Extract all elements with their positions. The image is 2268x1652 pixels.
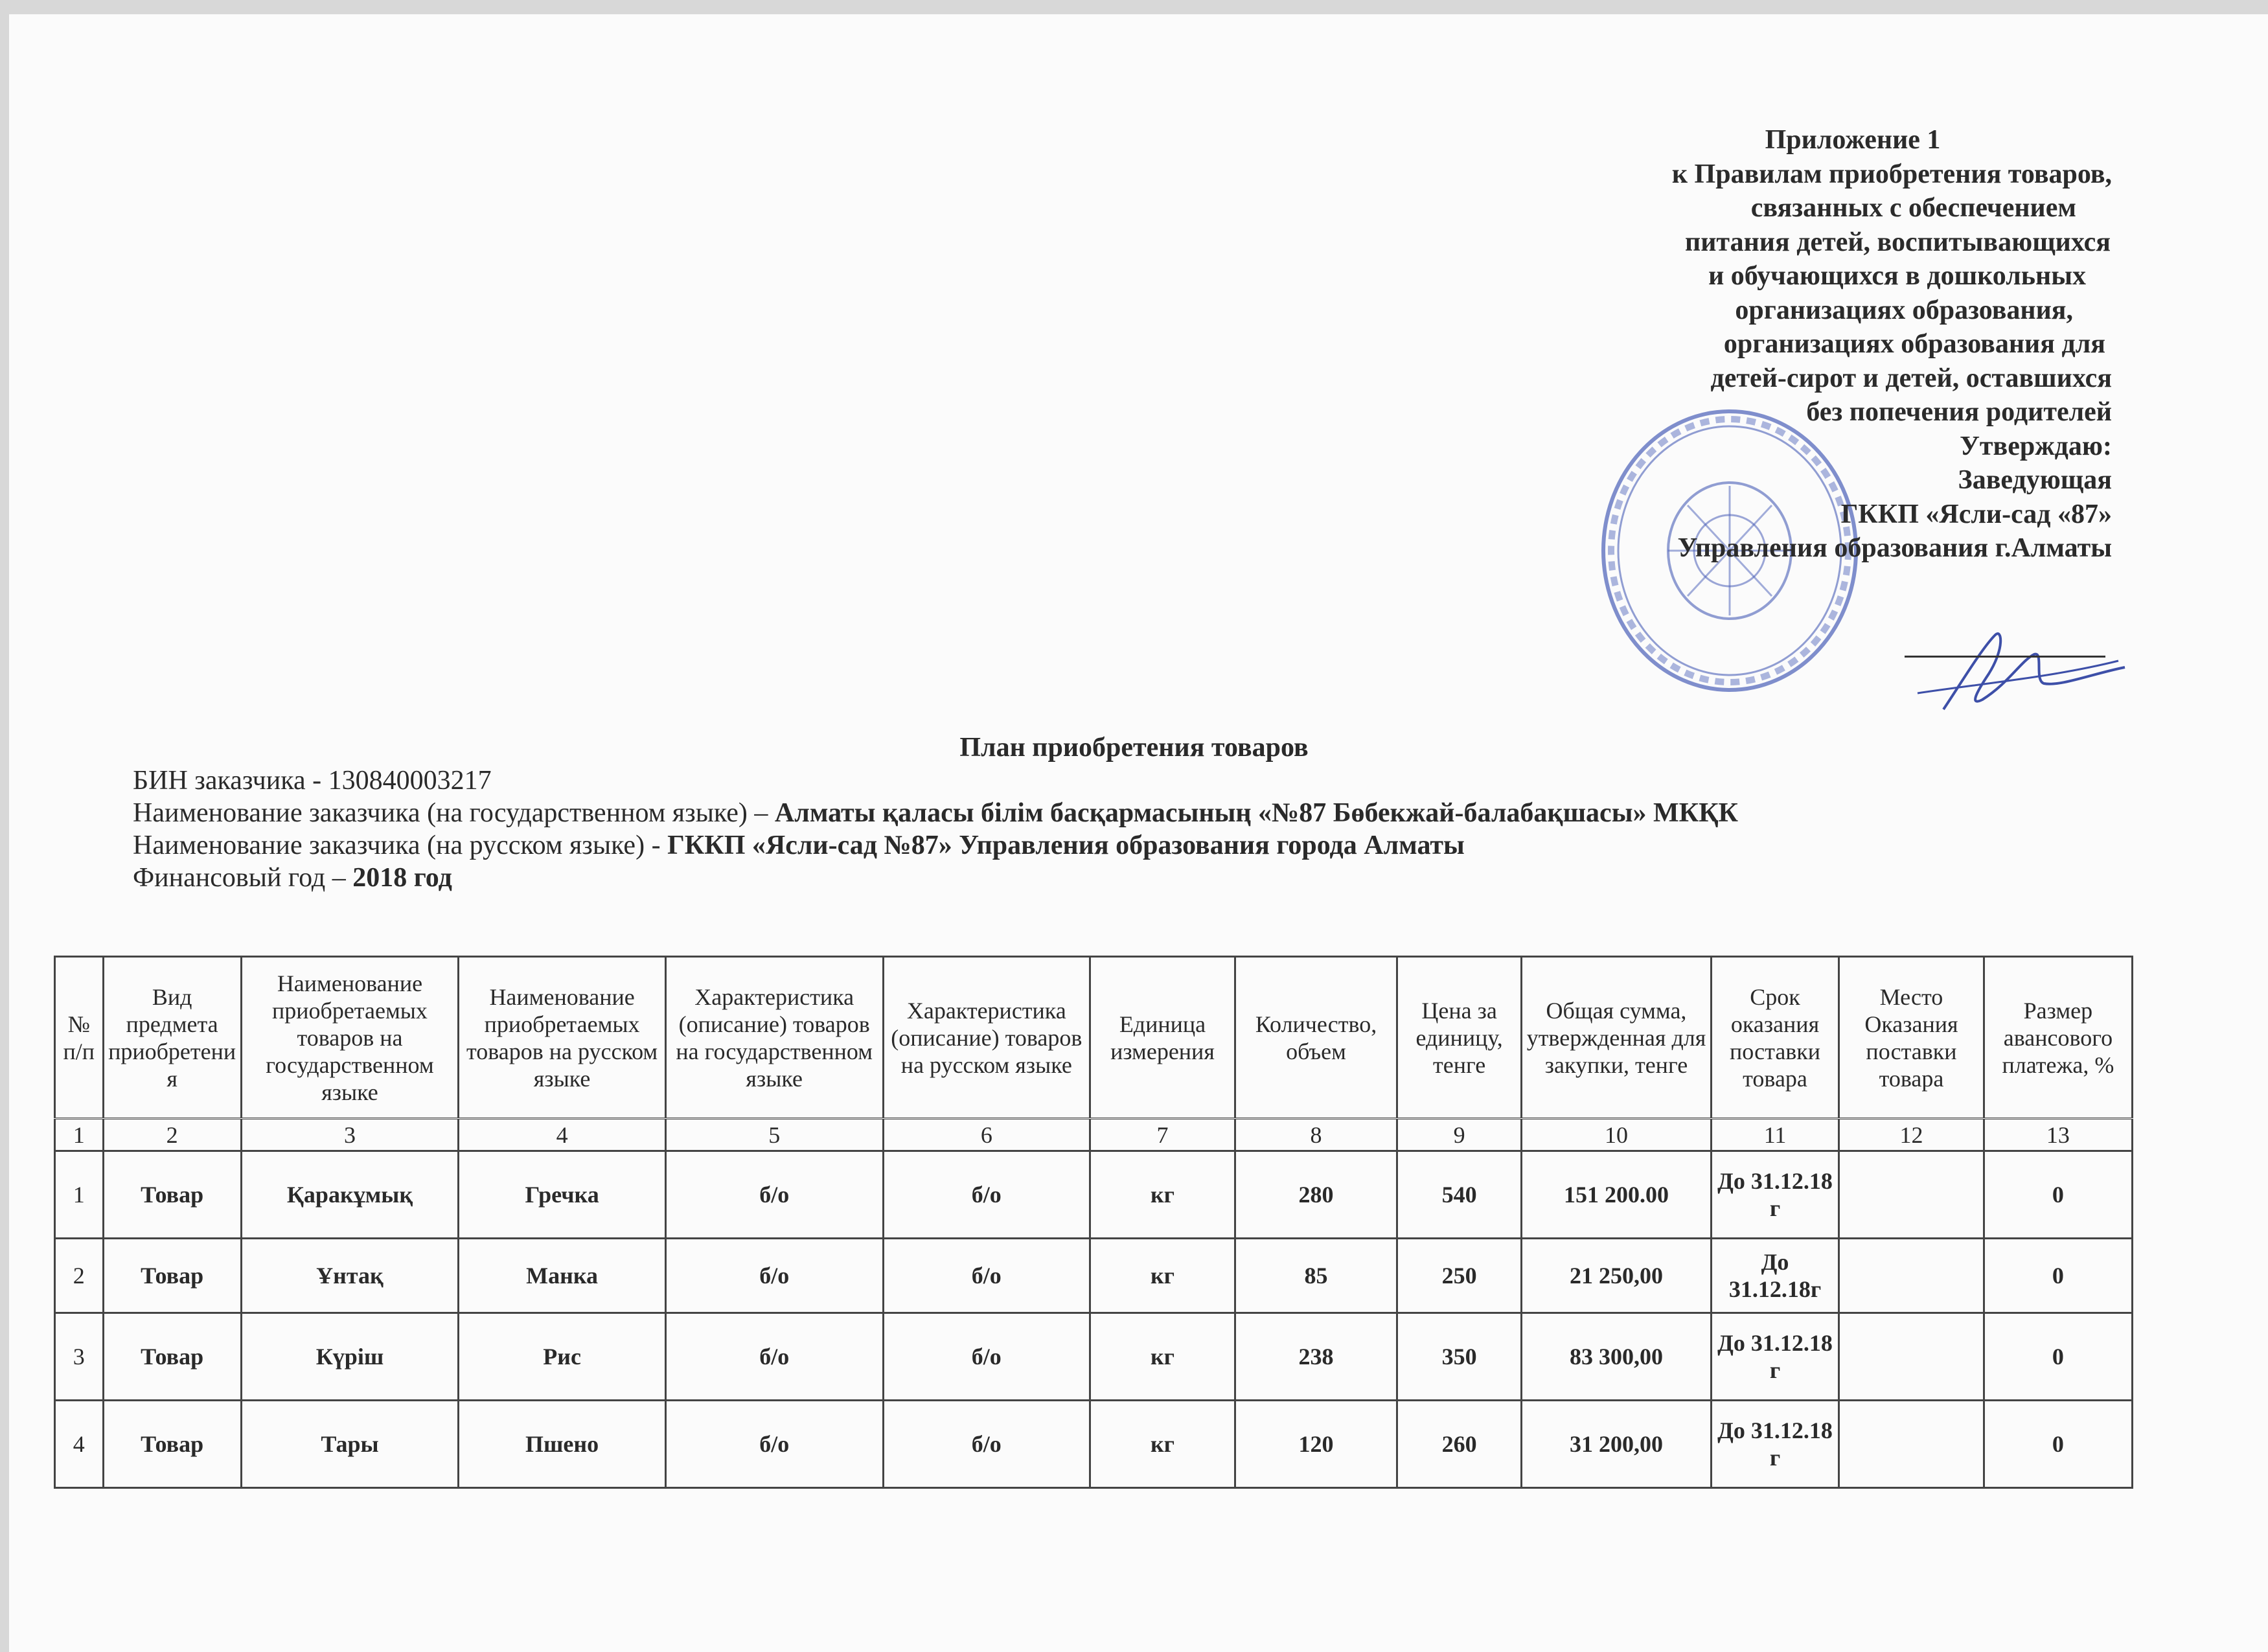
row-cell: 31 200,00 [1522, 1401, 1712, 1488]
row-cell: б/о [883, 1401, 1090, 1488]
row-cell: 350 [1397, 1313, 1522, 1401]
column-number: 10 [1522, 1119, 1712, 1151]
row-cell: 260 [1397, 1401, 1522, 1488]
row-cell: 0 [1984, 1401, 2132, 1488]
row-cell: До 31.12.18 г [1711, 1401, 1838, 1488]
row-cell: б/о [883, 1151, 1090, 1239]
row-cell: 0 [1984, 1151, 2132, 1239]
appendix-line: Приложение 1 [1765, 125, 1941, 155]
row-cell: 120 [1235, 1401, 1397, 1488]
row-cell: б/о [883, 1239, 1090, 1313]
procurement-plan-table [54, 956, 2133, 1489]
appendix-line: без попечения родителей [1806, 397, 2112, 427]
appendix-line: детей-сирот и детей, оставшихся [1710, 363, 2112, 393]
header-cell: Единица измерения [1090, 957, 1235, 1119]
row-cell: Товар [103, 1151, 241, 1239]
row-cell: Қаракұмық [241, 1151, 459, 1239]
row-cell: 85 [1235, 1239, 1397, 1313]
customer-info [133, 764, 1738, 894]
row-cell: Рис [459, 1313, 666, 1401]
header-cell: Наименование приобретаемых товаров на русском языке [459, 957, 666, 1119]
row-cell: 1 [55, 1151, 104, 1239]
approver-department: Управления образования г.Алматы [1677, 533, 2112, 563]
column-number: 8 [1235, 1119, 1397, 1151]
appendix-line: организациях образования для [1723, 329, 2105, 359]
row-cell: Товар [103, 1401, 241, 1488]
signature [1905, 622, 2138, 719]
row-cell: 3 [55, 1313, 104, 1401]
column-number: 9 [1397, 1119, 1522, 1151]
customer-name-rus: Наименование заказчика (на русском языке) - ГККП «Ясли-сад №87» Управления образования города Алматы [133, 831, 1465, 860]
financial-year: Финансовый год – 2018 год [133, 863, 452, 893]
row-cell: 0 [1984, 1313, 2132, 1401]
row-cell: Товар [103, 1313, 241, 1401]
row-cell: До 31.12.18г [1711, 1239, 1838, 1313]
row-cell: 0 [1984, 1239, 2132, 1313]
row-cell: Күріш [241, 1313, 459, 1401]
row-cell: Товар [103, 1239, 241, 1313]
column-number: 4 [459, 1119, 666, 1151]
row-cell: кг [1090, 1239, 1235, 1313]
row-cell [1839, 1151, 1984, 1239]
header-cell: Характеристика (описание) товаров на государственном языке [665, 957, 883, 1119]
row-cell: 540 [1397, 1151, 1522, 1239]
column-number: 12 [1839, 1119, 1984, 1151]
row-cell: б/о [665, 1239, 883, 1313]
table-header-row [55, 957, 2133, 1119]
column-number: 7 [1090, 1119, 1235, 1151]
row-cell [1839, 1313, 1984, 1401]
table-row [55, 1151, 2133, 1239]
row-cell: б/о [665, 1151, 883, 1239]
row-cell: До 31.12.18 г [1711, 1313, 1838, 1401]
header-cell: Срок оказания поставки товара [1711, 957, 1838, 1119]
column-number: 11 [1711, 1119, 1838, 1151]
column-number-row [55, 1119, 2133, 1151]
header-cell: № п/п [55, 957, 104, 1119]
row-cell: 280 [1235, 1151, 1397, 1239]
row-cell: б/о [665, 1401, 883, 1488]
header-cell: Размер авансового платежа, % [1984, 957, 2132, 1119]
header-cell: Место Оказания поставки товара [1839, 957, 1984, 1119]
appendix-line: и обучающихся в дошкольных [1708, 261, 2086, 291]
column-number: 2 [103, 1119, 241, 1151]
customer-bin: БИН заказчика - 130840003217 [133, 766, 492, 796]
approval-label: Утверждаю: [1960, 431, 2112, 461]
column-number: 6 [883, 1119, 1090, 1151]
table-row [55, 1239, 2133, 1313]
row-cell [1839, 1239, 1984, 1313]
customer-name-kaz: Наименование заказчика (на государственном языке) – Алматы қаласы білім басқармасының «№87 Бөбекжай-балабақшасы» МКҚК [133, 798, 1738, 828]
column-number: 3 [241, 1119, 459, 1151]
row-cell: Ұнтақ [241, 1239, 459, 1313]
document-title: План приобретения товаров [959, 733, 1309, 763]
row-cell: 83 300,00 [1522, 1313, 1712, 1401]
row-cell: кг [1090, 1151, 1235, 1239]
column-number: 5 [665, 1119, 883, 1151]
row-cell: кг [1090, 1401, 1235, 1488]
row-cell: Пшено [459, 1401, 666, 1488]
row-cell: Тары [241, 1401, 459, 1488]
row-cell: кг [1090, 1313, 1235, 1401]
appendix-line: связанных с обеспечением [1750, 193, 2076, 223]
header-cell: Вид предмета приобретения [103, 957, 241, 1119]
approver-position: Заведующая [1958, 465, 2112, 495]
row-cell: 250 [1397, 1239, 1522, 1313]
signature-line [1905, 656, 2105, 658]
row-cell: 238 [1235, 1313, 1397, 1401]
column-number: 1 [55, 1119, 104, 1151]
row-cell: 21 250,00 [1522, 1239, 1712, 1313]
row-cell [1839, 1401, 1984, 1488]
appendix-line: питания детей, воспитывающихся [1685, 227, 2111, 257]
header-cell: Характеристика (описание) товаров на русском языке [883, 957, 1090, 1119]
header-cell: Цена за единицу, тенге [1397, 957, 1522, 1119]
header-cell: Количество, объем [1235, 957, 1397, 1119]
row-cell: б/о [883, 1313, 1090, 1401]
appendix-line: к Правилам приобретения товаров, [1671, 159, 2112, 189]
appendix-line: организациях образования, [1735, 295, 2073, 325]
approver-organization: ГККП «Ясли-сад «87» [1840, 499, 2112, 529]
column-number: 13 [1984, 1119, 2132, 1151]
appendix-block [1516, 123, 2112, 566]
header-cell: Наименование приобретаемых товаров на государственном языке [241, 957, 459, 1119]
table-row [55, 1401, 2133, 1488]
header-cell: Общая сумма, утвержденная для закупки, тенге [1522, 957, 1712, 1119]
row-cell: До 31.12.18 г [1711, 1151, 1838, 1239]
table-row [55, 1313, 2133, 1401]
row-cell: 151 200.00 [1522, 1151, 1712, 1239]
row-cell: 4 [55, 1401, 104, 1488]
row-cell: Манка [459, 1239, 666, 1313]
row-cell: б/о [665, 1313, 883, 1401]
row-cell: Гречка [459, 1151, 666, 1239]
row-cell: 2 [55, 1239, 104, 1313]
